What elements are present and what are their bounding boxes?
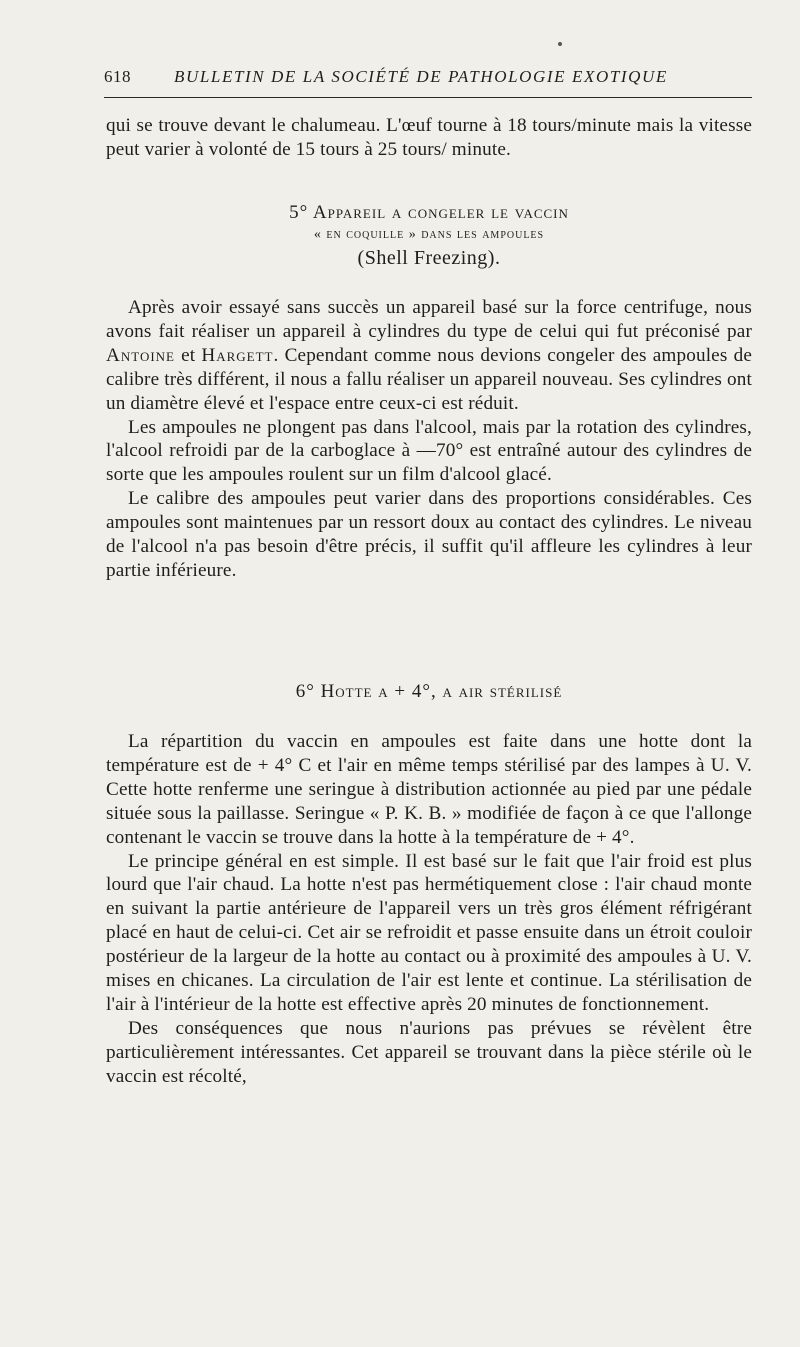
section-5-title: 5° Appareil a congeler le vaccin	[289, 202, 569, 223]
paragraph-ampoules-calibre: Le calibre des ampoules peut varier dans des proportions considérables. Ces ampoules sont maintenues par un ressort doux au contact des cylindres. Le niveau de l'alcool n'a pas besoin d'être précis, il suffit qu'il affleure les cylindres à leur partie inférieure.	[106, 488, 752, 581]
paragraph-hotte-repartition: La répartition du vaccin en ampoules est faite dans une hotte dont la température est de + 4° C et l'air en même temps stérilisé par des lampes à U. V. Cette hotte renferme une seringue à distribution actionnée au pied par une pédale située sous la paillasse. Seringue « P. K. B. » modifiée de façon à ce que l'allonge contenant le vaccin se trouve dans la hotte à la température de + 4°.	[106, 731, 752, 848]
page-number: 618	[104, 67, 131, 86]
section-6-body	[106, 730, 752, 1089]
author-name-hargett: Hargett	[201, 344, 274, 366]
section-5-heading	[106, 201, 752, 271]
paragraph-hotte-principe: Le principe général en est simple. Il est basé sur le fait que l'air froid est plus lourd que l'air chaud. La hotte n'est pas hermétiquement close : l'air chaud monte en suivant la partie antérieure de l'appareil vers un très gros élément réfrigérant placé en haut de celui-ci. Cet air se refroidit et passe ensuite dans un étroit couloir postérieur de la largeur de la hotte au contact ou à proximité des ampoules à U. V. mises en chicanes. La circulation de l'air est lente et continue. La stérilisation de l'air à l'intérieur de la hotte est effective après 20 minutes de fonctionnement.	[106, 850, 752, 1015]
header-rule	[104, 97, 752, 98]
section-6-heading	[106, 680, 752, 704]
section-5-body	[106, 296, 752, 583]
paragraph-ampoules-rotation: Les ampoules ne plongent pas dans l'alcool, mais par la rotation des cylindres, l'alcool refroidi par de la carboglace à —70° est entraîné autour des cylindres de sorte que les ampoules roulent sur un film d'alcool glacé.	[106, 416, 752, 486]
paragraph-consequences: Des conséquences que nous n'aurions pas prévues se révèlent être particulièrement intéressantes. Cet appareil se trouvant dans la pièce stérile où le vaccin est récolté,	[106, 1017, 752, 1087]
paragraph-apparatus	[106, 296, 752, 416]
section-6-title: 6° Hotte a + 4°, a air stérilisé	[295, 681, 563, 702]
paragraph-apparatus-part-b: et	[175, 344, 202, 366]
section-5-subtitle: « en coquille » dans les ampoules	[313, 227, 545, 242]
print-speck	[558, 42, 562, 46]
section-5-parenthetical: (Shell Freezing).	[357, 247, 501, 269]
author-name-antoine: Antoine	[106, 344, 175, 366]
paragraph-continuation: qui se trouve devant le chalumeau. L'œuf tourne à 18 tours/minute mais la vitesse peut varier à volonté de 15 tours à 25 tours/ minute.	[106, 115, 752, 160]
paragraph-apparatus-part-c: . Cependant comme nous devions congeler des ampoules de calibre très différent, il nous a fallu réaliser un appareil nouveau. Ses cylindres ont un diamètre élevé et l'espace entre ceux-ci est réduit.	[106, 344, 752, 414]
running-title: BULLETIN DE LA SOCIÉTÉ DE PATHOLOGIE EXOTIQUE	[174, 67, 668, 86]
paragraph-apparatus-part-a: Après avoir essayé sans succès un appareil basé sur la force centrifuge, nous avons fait réaliser un appareil à cylindres du type de celui qui fut préconisé par	[106, 297, 752, 342]
text-block-1	[106, 114, 752, 162]
